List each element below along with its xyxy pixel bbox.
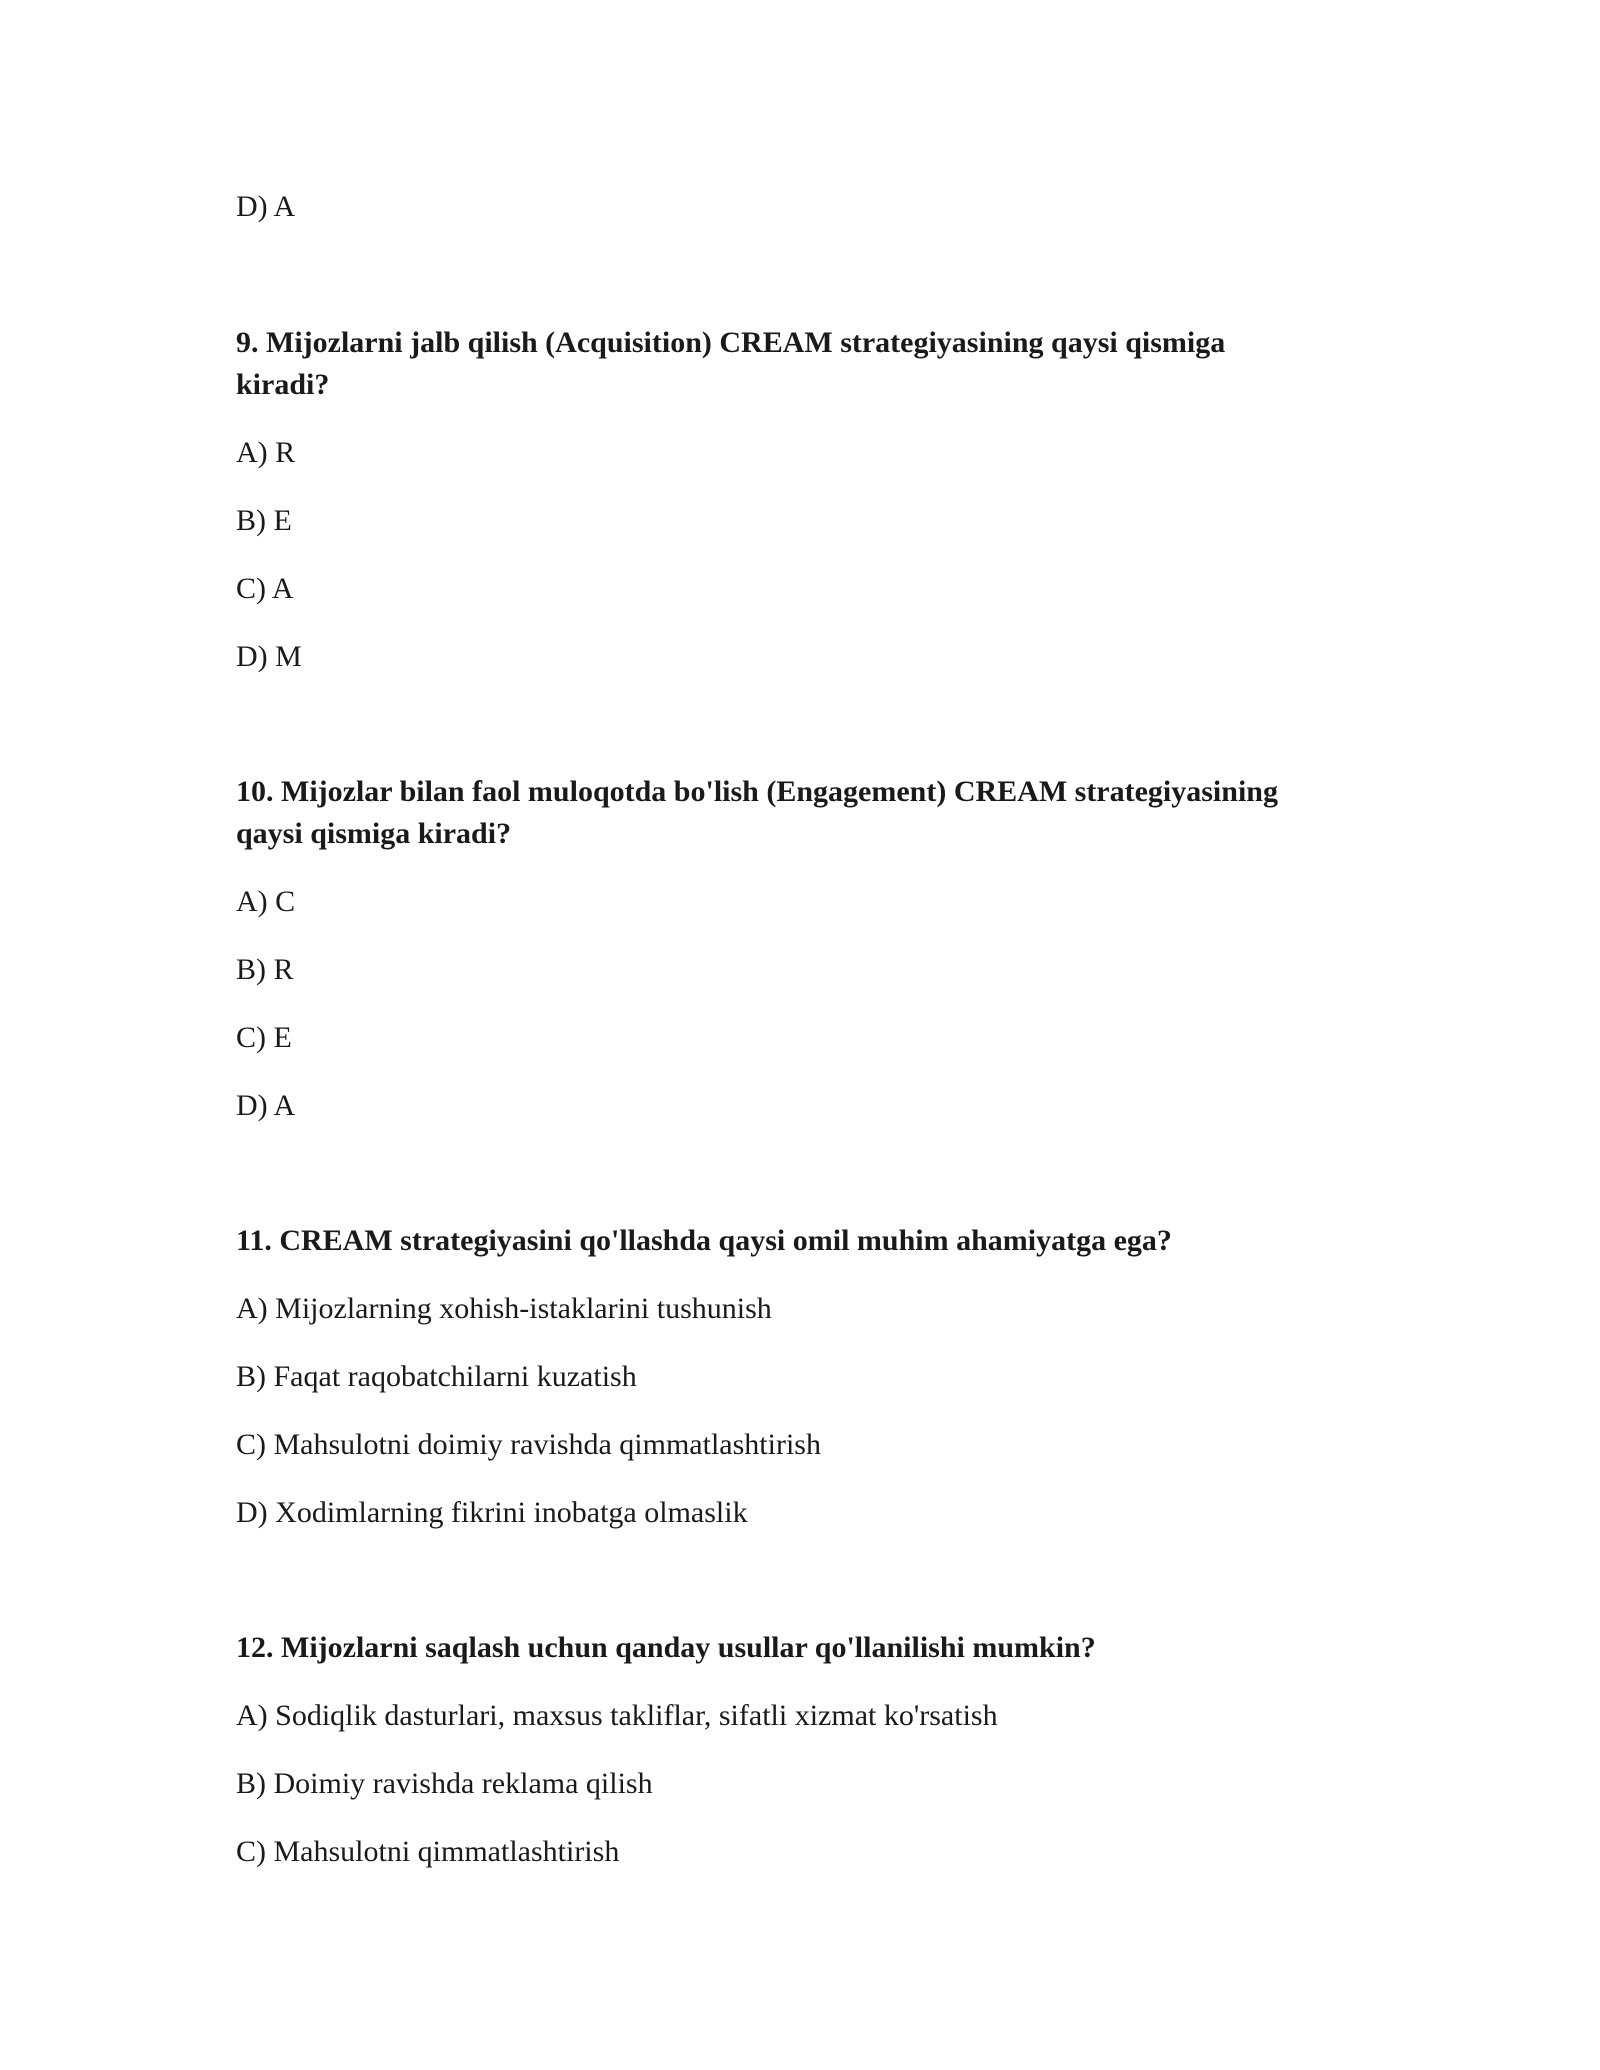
question-11-text-line-1: 11. CREAM strategiyasini qo'llashda qaysi omil muhim ahamiyatga ega? [236,1224,1172,1257]
question-10-option-d: D) A [236,1089,296,1122]
question-10-text-line-1: 10. Mijozlar bilan faol muloqotda bo'lish (Engagement) CREAM strategiyasining [236,775,1278,808]
question-9-text-line-1: 9. Mijozlarni jalb qilish (Acquisition) CREAM strategiyasining qaysi qismiga [236,326,1226,359]
option-d: D) A [236,190,296,223]
question-12-option-a: A) Sodiqlik dasturlari, maxsus takliflar, sifatli xizmat ko'rsatish [236,1699,998,1732]
question-12-option-b: B) Doimiy ravishda reklama qilish [236,1767,653,1800]
question-9-text-line-2: kiradi? [236,368,330,401]
question-9-option-c: C) A [236,572,294,605]
question-11-option-b: B) Faqat raqobatchilarni kuzatish [236,1360,637,1393]
question-12-text-line-1: 12. Mijozlarni saqlash uchun qanday usullar qo'llanilishi mumkin? [236,1631,1096,1664]
question-9-option-a: A) R [236,436,296,469]
question-11-option-c: C) Mahsulotni doimiy ravishda qimmatlashtirish [236,1428,821,1461]
question-12-option-c: C) Mahsulotni qimmatlashtirish [236,1835,620,1868]
question-10-option-b: B) R [236,953,294,986]
question-10-text-line-2: qaysi qismiga kiradi? [236,817,512,850]
question-10-option-a: A) C [236,885,296,918]
question-9-option-d: D) M [236,640,302,673]
question-10-option-c: C) E [236,1021,292,1054]
question-11-option-d: D) Xodimlarning fikrini inobatga olmaslik [236,1496,748,1529]
question-11-option-a: A) Mijozlarning xohish-istaklarini tushunish [236,1292,772,1325]
question-9-option-b: B) E [236,504,292,537]
